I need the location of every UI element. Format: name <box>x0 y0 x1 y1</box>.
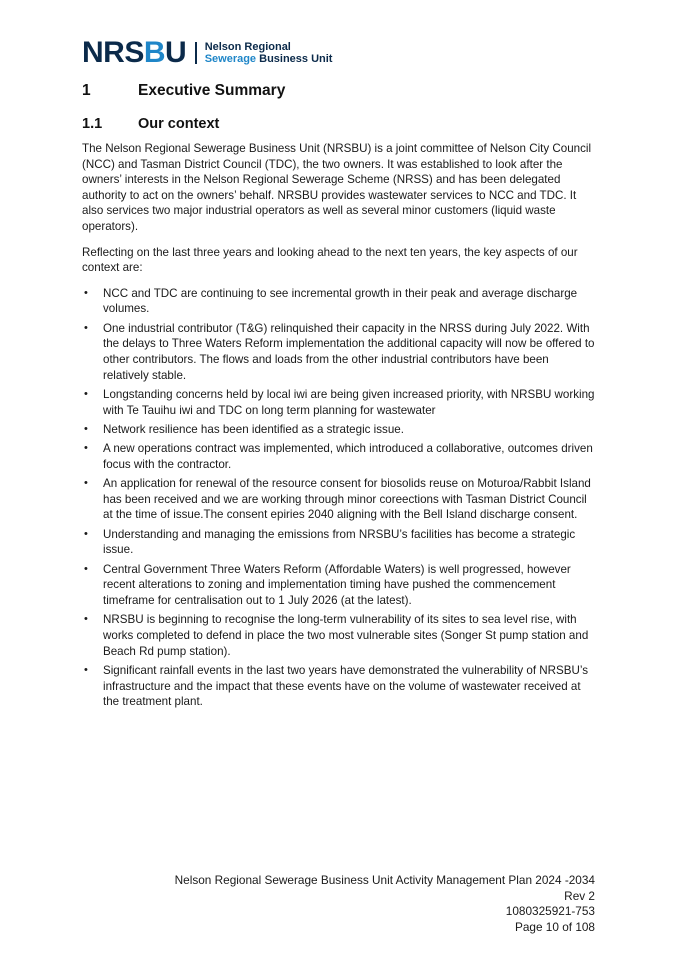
bullet-icon: • <box>84 321 88 334</box>
nrsbu-logo <box>82 38 332 68</box>
list-item: • Central Government Three Waters Reform (Affordable Waters) is well progressed, however recent alterations to zoning and implementation timing have pushed the commencement timeframe for centralisation out to 1 July 2026 (at the latest). <box>84 562 571 608</box>
section-title: Executive Summary <box>138 82 286 99</box>
list-item: • One industrial contributor (T&G) relinquished their capacity in the NRSS during July 2022. With the delays to Three Waters Reform implementation the additional capacity will now be offered to other contributors. The flows and loads from the other industrial contributors have been relatively stable. <box>84 321 595 382</box>
list-item: • Network resilience has been identified as a strategic issue. <box>84 422 404 436</box>
body-content <box>82 141 597 714</box>
bullet-icon: • <box>84 562 88 575</box>
intro-paragraph: The Nelson Regional Sewerage Business Unit (NRSBU) is a joint committee of Nelson City Council (NCC) and Tasman District Council (TDC), the two owners. It was established to look after the owners’ interests in the Nelson Regional Sewerage Scheme (NRSS) and has been delegated authority to act on the owners’ behalf. NRSBU provides wastewater services to NCC and TDC. It also services two major industrial operators as well as several minor customers (liquid waste operators). <box>82 142 592 233</box>
bullet-icon: • <box>84 477 88 490</box>
bullet-icon: • <box>84 387 88 400</box>
footer-document-title: Nelson Regional Sewerage Business Unit Activity Management Plan 2024 -2034 <box>174 873 595 887</box>
logo-subtitle-line2: Sewerage Business Unit <box>204 53 333 65</box>
bullet-icon: • <box>84 527 88 540</box>
logo-subtitle <box>205 41 333 66</box>
context-bullet-list <box>82 286 597 710</box>
logo-divider <box>195 42 197 64</box>
bullet-icon: • <box>84 442 88 455</box>
bullet-icon: • <box>84 422 88 435</box>
bullet-icon: • <box>84 286 88 299</box>
context-lead-paragraph: Reflecting on the last three years and looking ahead to the next ten years, the key aspects of our context are: <box>82 245 578 275</box>
bullet-icon: • <box>84 663 88 676</box>
list-item: • An application for renewal of the resource consent for biosolids reuse on Moturoa/Rabbit Island has been received and we are working through minor coreections with Tasman District Council at the time of issue.The consent epiries 2040 aligning with the Bell Island discharge consent. <box>84 477 591 522</box>
list-item: • NCC and TDC are continuing to see incremental growth in their peak and average discharge volumes. <box>84 286 578 316</box>
logo-subtitle-line1: Nelson Regional <box>204 40 291 53</box>
section-heading <box>82 82 285 100</box>
footer-revision: Rev 2 <box>564 888 595 903</box>
footer-document-id: 1080325921-753 <box>505 904 595 919</box>
footer-page-number: Page 10 of 108 <box>514 919 595 934</box>
subsection-title: Our context <box>138 116 220 132</box>
list-item: • A new operations contract was implemented, which introduced a collaborative, outcomes driven focus with the contractor. <box>84 442 593 471</box>
list-item: • Longstanding concerns held by local iwi are being given increased priority, with NRSBU working with Te Tauihu iwi and TDC on long term planning for wastewater <box>84 387 595 417</box>
list-item: • NRSBU is beginning to recognise the long-term vulnerability of its sites to sea level rise, with works completed to defend in place the two most vulnerable sites (Songer St pump station and Beach Rd pump station). <box>84 613 589 658</box>
page-footer <box>175 873 595 935</box>
subsection-heading <box>82 116 219 132</box>
list-item: • Significant rainfall events in the last two years have demonstrated the vulnerability of NRSBU’s infrastructure and the impact that these events have on the volume of wastewater received at the treatment plant. <box>84 663 589 709</box>
bullet-icon: • <box>84 613 88 626</box>
section-number: 1 <box>82 82 91 99</box>
subsection-number: 1.1 <box>82 116 103 132</box>
list-item: • Understanding and managing the emissions from NRSBU’s facilities has become a strategic issue. <box>84 527 576 557</box>
logo-wordmark: NRSBU <box>82 36 187 69</box>
